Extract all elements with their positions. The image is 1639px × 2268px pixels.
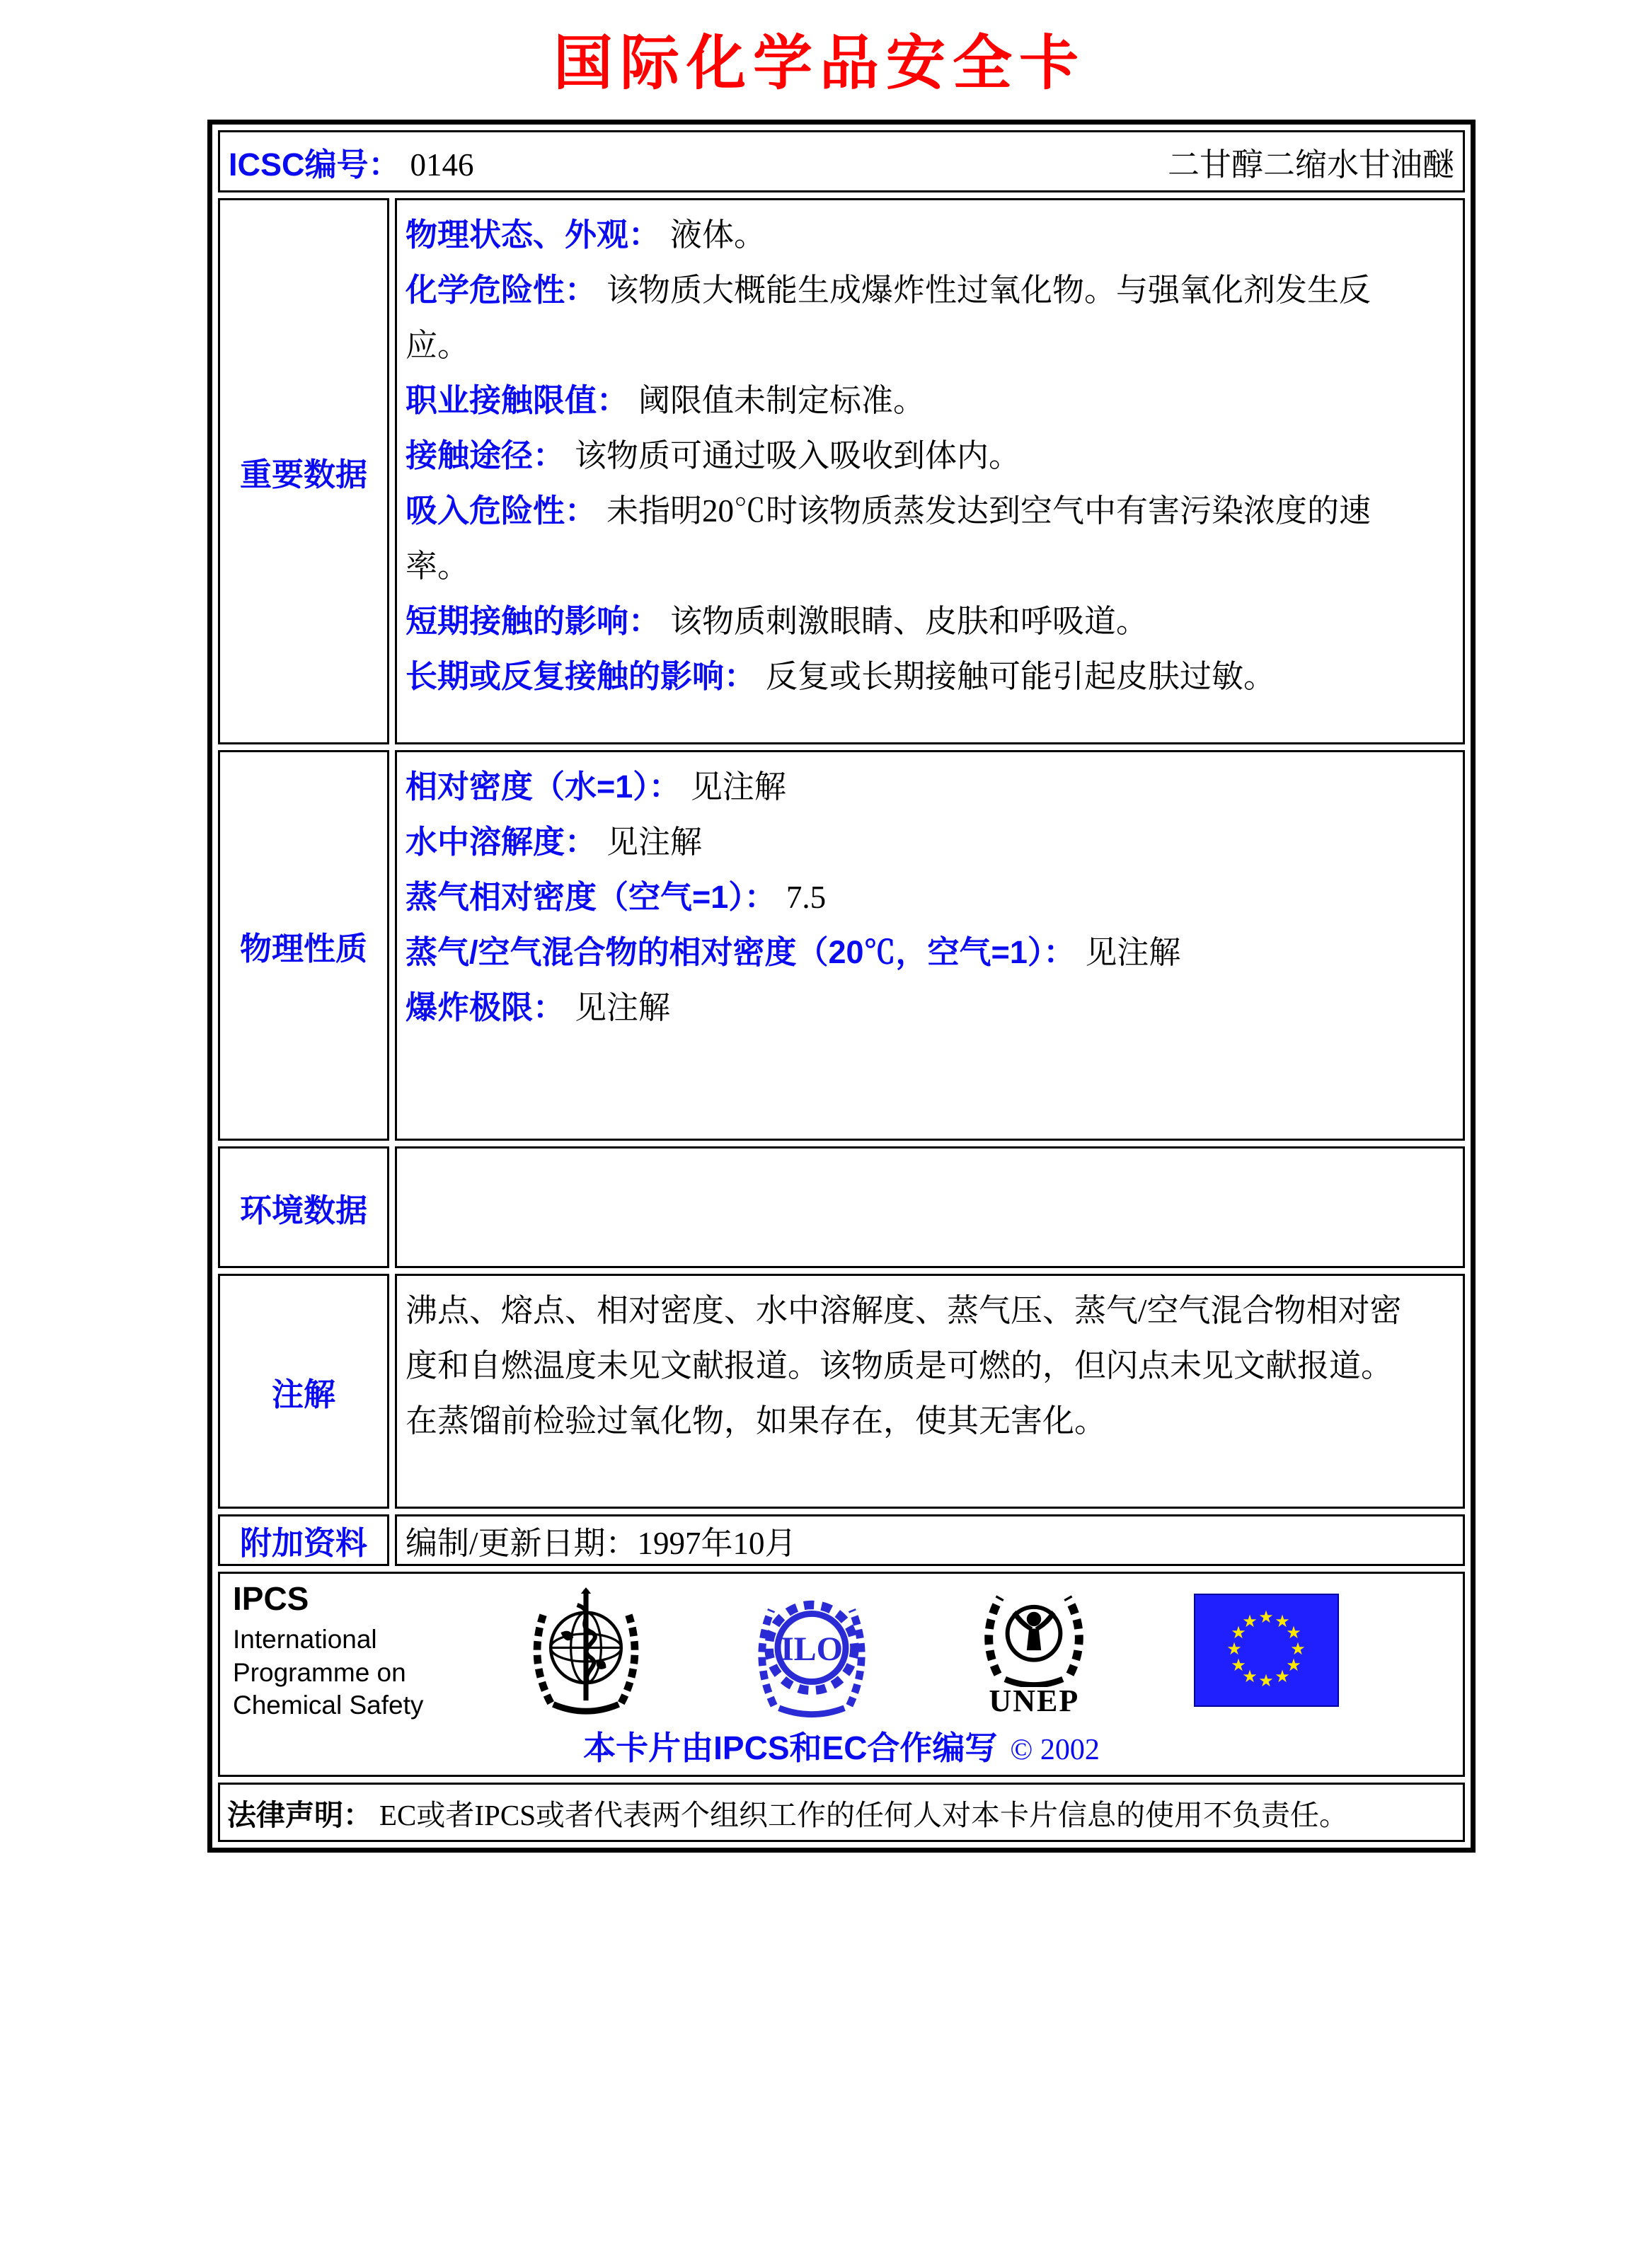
svg-text:★: ★ (1290, 1639, 1306, 1659)
additional-info-label: 附加资料 (239, 1525, 367, 1561)
legal-label: 法律声明： (227, 1798, 372, 1831)
notes-label-cell (218, 1274, 389, 1509)
important-data-label-cell (218, 198, 389, 744)
important-item: 吸入危险性： 未指明20℃时该物质蒸发达到空气中有害污染浓度的速率。 (406, 493, 1371, 584)
physical-properties-content (395, 750, 1465, 1141)
legal-text: EC或者IPCS或者代表两个组织工作的任何人对本卡片信息的使用不负责任。 (379, 1798, 1348, 1831)
logo-band (227, 1579, 1456, 1718)
important-data-row (218, 198, 1465, 744)
additional-info-label-cell (218, 1514, 389, 1566)
svg-text:★: ★ (1286, 1623, 1301, 1642)
physical-properties-row (218, 750, 1465, 1141)
additional-info-row (218, 1514, 1465, 1566)
chemical-name: 二甘醇二缩水甘油醚 (1167, 146, 1454, 183)
ipcs-title: IPCS (233, 1579, 309, 1617)
important-item: 职业接触限值： 阈限值未制定标准。 (406, 382, 926, 418)
svg-text:★: ★ (1226, 1639, 1242, 1659)
copyright-text: © 2002 (1010, 1734, 1100, 1766)
svg-text:★: ★ (1242, 1667, 1258, 1686)
legal-row (218, 1783, 1465, 1842)
notes-row (218, 1274, 1465, 1509)
additional-info-content (395, 1514, 1465, 1566)
eu-flag-icon (1194, 1594, 1339, 1707)
ilo-logo-icon (749, 1582, 875, 1718)
important-item: 化学危险性： 该物质大概能生成爆炸性过氧化物。与强氧化剂发生反应。 (406, 272, 1371, 363)
unep-logo-block (974, 1582, 1094, 1719)
notes-content (395, 1274, 1465, 1509)
svg-text:★: ★ (1258, 1671, 1274, 1691)
important-item: 接触途径： 该物质可通过吸入吸收到体内。 (406, 437, 1021, 473)
icsc-number-value: 0146 (410, 146, 474, 183)
icsc-table (212, 125, 1471, 1848)
svg-text:★: ★ (1275, 1611, 1290, 1631)
physical-item: 水中溶解度： 见注解 (406, 824, 703, 860)
update-date-label: 编制/更新日期： (406, 1526, 638, 1561)
physical-item: 蒸气相对密度（空气=1）： 7.5 (406, 879, 827, 915)
svg-text:ILO: ILO (780, 1630, 843, 1669)
unep-logo-icon (974, 1582, 1094, 1687)
footer-cell (218, 1572, 1465, 1777)
environmental-data-row (218, 1146, 1465, 1268)
svg-text:★: ★ (1231, 1655, 1246, 1675)
icsc-number-group (229, 139, 474, 185)
physical-properties-label: 物理性质 (239, 930, 367, 967)
notes-label: 注解 (271, 1376, 335, 1412)
important-data-content (395, 198, 1465, 744)
ipcs-block (233, 1579, 423, 1722)
physical-item: 爆炸极限： 见注解 (406, 989, 671, 1025)
svg-text:★: ★ (1275, 1667, 1290, 1686)
important-data-label: 重要数据 (239, 456, 367, 493)
important-item: 长期或反复接触的影响： 反复或长期接触可能引起皮肤过敏。 (406, 658, 1276, 694)
update-date-value: 1997年10月 (637, 1526, 797, 1561)
important-item: 物理状态、外观： 液体。 (406, 217, 766, 253)
environmental-data-label-cell (218, 1146, 389, 1268)
icsc-number-label: ICSC编号： (229, 146, 401, 183)
physical-item: 相对密度（水=1）： 见注解 (406, 769, 786, 805)
who-logo-icon (523, 1582, 649, 1718)
environmental-data-label: 环境数据 (239, 1192, 367, 1228)
svg-text:★: ★ (1258, 1607, 1274, 1627)
notes-text: 沸点、熔点、相对密度、水中溶解度、蒸气压、蒸气/空气混合物相对密度和自燃温度未见文献报道。该物质是可燃的，但闪点未见文献报道。在蒸馏前检验过氧化物，如果存在，使其无害化。 (406, 1293, 1402, 1439)
page-title: 国际化学品安全卡 (553, 31, 1086, 97)
unep-wordmark: UNEP (989, 1683, 1080, 1718)
physical-item: 蒸气/空气混合物的相对密度（20℃，空气=1）： 见注解 (406, 934, 1181, 970)
footer-row (218, 1572, 1465, 1777)
svg-text:★: ★ (1231, 1623, 1246, 1642)
footer-caption (227, 1722, 1456, 1769)
environmental-data-content (395, 1146, 1465, 1268)
ipcs-line: Chemical Safety (233, 1690, 424, 1720)
physical-properties-label-cell (218, 750, 389, 1141)
ipcs-line: Programme on (233, 1657, 406, 1687)
ipcs-line: International (233, 1625, 377, 1654)
important-item: 短期接触的影响： 该物质刺激眼睛、皮肤和呼吸道。 (406, 603, 1149, 639)
svg-text:★: ★ (1286, 1655, 1301, 1675)
legal-cell (218, 1783, 1465, 1842)
caption-text: 本卡片由IPCS和EC合作编写 (583, 1729, 998, 1766)
icsc-card (207, 120, 1476, 1853)
svg-text:★: ★ (1242, 1611, 1258, 1631)
header-row (218, 130, 1465, 192)
header-cell (218, 130, 1465, 192)
